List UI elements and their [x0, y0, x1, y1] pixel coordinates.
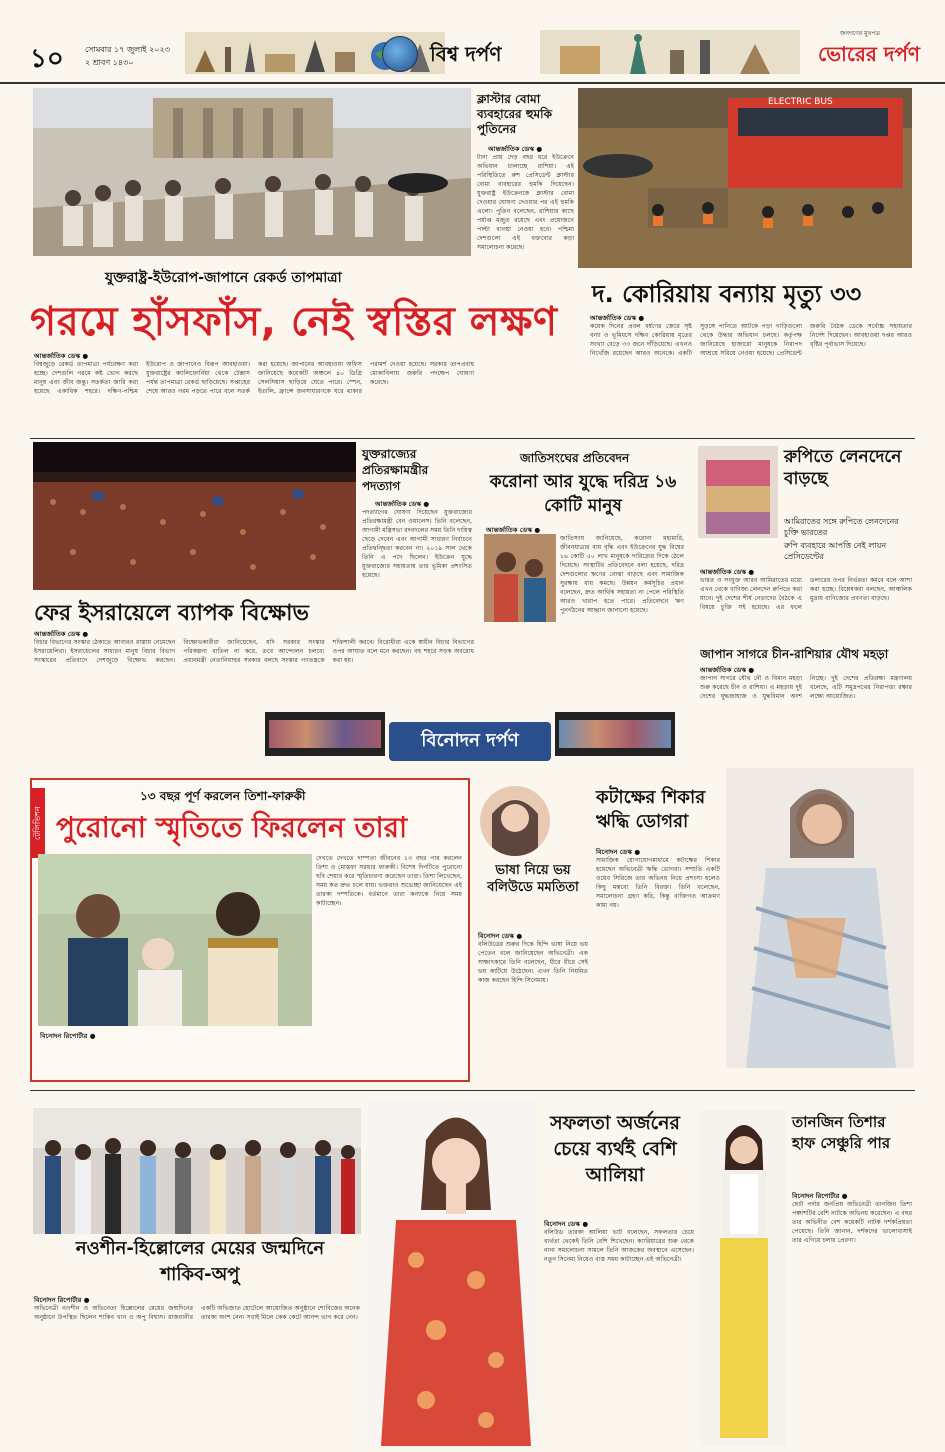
divider-1 [30, 438, 915, 439]
korea-byline: আন্তর্জাতিক ডেস্ক ● [590, 314, 645, 322]
cluster-byline: আন্তর্জাতিক ডেস্ক ● [488, 145, 543, 153]
poverty-kicker: জাতিসংঘের প্রতিবেদন [520, 451, 630, 465]
alia-photo [366, 1100, 536, 1446]
film-strip-right [555, 712, 675, 756]
globe-icon [382, 36, 418, 72]
page-number: ১০ [30, 44, 64, 74]
tisha-byline: বিনোদন রিপোর্টার ● [40, 1032, 96, 1040]
tagline: জনগণের মুখপত্র [840, 30, 880, 37]
shakib-group-photo [33, 1108, 361, 1234]
paper-name: ভোরের দর্পণ [818, 42, 920, 66]
israel-protest-photo [33, 442, 356, 590]
rupee-byline: আন্তর্জাতিক ডেস্ক ● [700, 568, 755, 576]
mamta-byline: বিনোদন ডেস্ক ● [478, 932, 523, 940]
israel-body: বিচার বিভাগের সংস্কার ঠেকাতে আবারও রাস্তায় নেমেছেন ইসরায়েলিরা। ইসরায়েলের সাধারণ মানুষ বিচার বিভাগ সংস্কারের প্রতিবাদে দেশজুড়ে বিক্ষোভ করছেন। বিক্ষোভকারীরা জানিয়েছেন, যদি সরকার সংস্কার পরিকল্পনা বাতিল না করে, তবে আন্দোলন চলবে। প্রধানমন্ত্রী নেতানিয়াহুর সরকার বলছে সংস্কার গণতন্ত্রকে শক্তিশালী করবে। বিরোধীরা একে স্বাধীন বিচার বিভাগের ওপর আঘাত বলে মনে করছেন। বহু শহরে সড়ক অবরোধ করা হয়। [34, 639, 474, 664]
tisha-family-photo [38, 854, 312, 1026]
poverty-byline: আন্তর্জাতিক ডেস্ক ● [486, 526, 541, 534]
japan-sea-byline: আন্তর্জাতিক ডেস্ক ● [700, 666, 755, 674]
rupee-sub-1: আমিরাতের সঙ্গে রুপিতে লেনদেনের চুক্তি ভারতের [784, 517, 899, 537]
heat-body: বিশ্বজুড়ে রেকর্ড তাপমাত্রা পর্যবেক্ষণ করা হচ্ছে। দেশগুলি গরমে কষ্ট ভোগ করছে মানুষ এবং জীব জন্তু। সতর্কতা জারি করা হয়েছে একাধিক শহরে। দক্ষিণ-পশ্চিম ইউরোপ ও জাপানেও বিরূপ আবহাওয়া। যুক্তরাষ্ট্রের ক্যালিফোর্নিয়া থেকে টেক্সাস পর্যন্ত তাপমাত্রা রেকর্ড ছাড়িয়েছে। সপ্তাহের শেষে আরও গরম পড়তে পারে বলে সতর্ক করা হয়েছে। জাপানের আবহাওয়া অফিস জানিয়েছে কয়েকটি অঞ্চলে ৪০ ডিগ্রি সেলসিয়াস ছাড়িয়ে যেতে পারে। স্পেন, ইতালি, ফ্রান্সে জনসাধারণকে ঘরে থাকার পরামর্শ দেওয়া হয়েছে। সরকার তাপপ্রবাহ মোকাবিলায় জরুরি পদক্ষেপ ঘোষণা করেছে। [34, 361, 474, 395]
cluster-body: টানা প্রায় দেড় বছর ধরে ইউক্রেনে অভিযান চালাচ্ছে রাশিয়া। এই পরিস্থিতিতে রুশ প্রেসিডেন্ট ক্লাস্টার বোমা ব্যবহারের হুমকি দিয়েছেন। যুক্তরাষ্ট্র ইউক্রেনকে ক্লাস্টার বোমা দেওয়ার ঘোষণা দেওয়ার পর এই হুমকি এলো। পুতিন বলেছেন, রাশিয়ার কাছে পর্যাপ্ত মজুত রয়েছে এবং প্রয়োজনে পাল্টা ব্যবস্থা নেওয়া হবে। পশ্চিমা দেশগুলো এই বক্তব্যের কড়া সমালোচনা করেছে। [477, 154, 574, 251]
tanjin-byline: বিনোদন রিপোর্টার ● [792, 1192, 848, 1200]
entertainment-banner [265, 704, 675, 764]
riddhi-headline: কটাক্ষের শিকার ঋদ্ধি ডোগরা [596, 787, 706, 832]
tisha-side-tag: টেলিভিশন [31, 788, 45, 858]
poverty-headline: করোনা আর যুদ্ধে দরিদ্র ১৬ কোটি মানুষ [489, 472, 677, 516]
riddhi-photo [726, 768, 914, 1068]
rupee-headline: রুপিতে লেনদেনে বাড়ছে [784, 447, 902, 489]
shakib-headline: নওশীন-হিল্লোলের মেয়ের জন্মদিনে শাকিব-অপু [75, 1238, 325, 1285]
heat-byline: আন্তর্জাতিক ডেস্ক ● [34, 352, 89, 360]
japan-sea-body: জাপান সাগরে যৌথ নৌ ও বিমান মহড়া শুরু করেছে চীন ও রাশিয়া। এ মহড়ায় দুই দেশের যুদ্ধজাহাজ ও যুদ্ধবিমান অংশ নিচ্ছে। দুই দেশের প্রতিরক্ষা মন্ত্রণালয় বলেছে, এটি সমুদ্রপথের নিরাপত্তা রক্ষার লক্ষ্যে আয়োজিত। [700, 675, 912, 700]
heat-kicker: যুক্তরাষ্ট্র-ইউরোপ-জাপানে রেকর্ড তাপমাত্রা [105, 270, 342, 286]
israel-byline: আন্তর্জাতিক ডেস্ক ● [34, 630, 89, 638]
rupee-sub-2: রুপি ব্যবহারে আপত্তি নেই লায়ন প্রেসিডেন্টের [784, 541, 887, 561]
alia-body: বলিউড তারকা আলিয়া ভাট বলেছেন, সফলতার চেয়ে ব্যর্থতা থেকেই তিনি বেশি শিখেছেন। ক্যারিয়ারের শুরু থেকে নানা সমালোচনা সামলে তিনি আজকের অবস্থানে এসেছেন। নতুন সিনেমা নিয়েও ব্যস্ত সময় কাটাচ্ছেন এই অভিনেত্রী। [544, 1229, 694, 1263]
rupee-body: ভারত ও সংযুক্ত আরব আমিরাতের মধ্যে এখন থেকে বাণিজ্য লেনদেন রুপিতে করা যাবে। দুই দেশের শীর্ষ নেতাদের বৈঠকে এ বিষয়ে চুক্তি সই হয়েছে। এর ফলে ডলারের ওপর নির্ভরতা কমবে বলে আশা করা হচ্ছে। বিশ্লেষকরা বলছেন, আঞ্চলিক মুদ্রায় বাণিজ্যের প্রবণতা বাড়ছে। [700, 577, 912, 611]
cluster-headline: ক্লাস্টার বোমা ব্যবহারের হুমকি পুতিনের [477, 92, 552, 136]
mamta-headline: ভাষা নিয়ে ভয় বলিউডে মমতিতা [487, 863, 579, 895]
riddhi-body: সামাজিক যোগাযোগমাধ্যমে কটাক্ষের শিকার হয়েছেন অভিনেত্রী ঋদ্ধি ডোগরা। সম্প্রতি একটি ওয়েব সিরিজে তার অভিনয় নিয়ে প্রশংসা হলেও কিছু মন্তব্যে তিনি বিরক্ত। তিনি বলেছেন, সমালোচনা গ্রহণ করি, কিন্তু ব্যক্তিগত আক্রমণ কাম্য নয়। [596, 857, 720, 909]
alia-headline: সফলতা অর্জনের চেয়ে ব্যর্থই বেশি আলিয়া [550, 1112, 680, 1186]
entertainment-title: বিনোদন দর্পণ [389, 722, 551, 761]
shakib-byline: বিনোদন রিপোর্টার ● [34, 1296, 90, 1304]
date-line-2: ২ শ্রাবণ ১৪৩০ [85, 58, 134, 67]
date-line-1: সোমবার ১৭ জুলাই ২০২৩ [85, 45, 170, 54]
poverty-photo [484, 534, 556, 622]
tanjin-headline: তানজিন তিশার হাফ সেঞ্চুরি পার [792, 1113, 891, 1152]
svg-text:ELECTRIC BUS: ELECTRIC BUS [768, 97, 833, 107]
heat-headline: গরমে হাঁসফাঁস, নেই স্বস্তির লক্ষণ [30, 299, 558, 345]
shakib-body: অভিনেত্রী নওশীন ও অভিনেতা হিল্লোলের মেয়ের জন্মদিনের অনুষ্ঠানে উপস্থিত ছিলেন শাকিব খান ও অপু বিশ্বাস। রাজধানীর একটি অভিজাত হোটেলে আয়োজিত অনুষ্ঠানে শোবিজের অনেক তারকা অংশ নেন। সবাই মিলে কেক কেটে আনন্দ ভাগ করে নেন। [34, 1305, 360, 1321]
israel-headline: ফের ইসরায়েলে ব্যাপক বিক্ষোভ [34, 601, 309, 626]
korea-headline: দ. কোরিয়ায় বন্যায় মৃত্যু ৩৩ [592, 280, 862, 308]
uk-headline: যুক্তরাজ্যের প্রতিরক্ষামন্ত্রীর পদত্যাগ [362, 447, 429, 493]
tanjin-photo [700, 1110, 786, 1446]
mamta-portrait [480, 786, 550, 856]
tisha-body: দেখতে দেখতে দাম্পত্য জীবনের ১৩ বছর পার করলেন তিশা ও মোস্তফা সরয়ার ফারুকী। বিশেষ দিনটিতে পুরোনো ছবি শেয়ার করে স্মৃতিচারণা করেছেন তারা। তিশা লিখেছেন, সময় কত দ্রুত চলে যায়। ভক্তরাও শুভেচ্ছা জানিয়েছেন এই তারকা দম্পতিকে। বর্তমানে তারা কন্যাকে নিয়ে সময় কাটাচ্ছেন। [316, 855, 462, 907]
japan-sea-headline: জাপান সাগরে চীন-রাশিয়ার যৌথ মহড়া [700, 647, 889, 661]
tisha-kicker: ১৩ বছর পূর্ণ করলেন তিশা-ফারুকী [140, 789, 306, 803]
film-strip-left [265, 712, 385, 756]
korea-body: কয়েক দিনের প্রবল বর্ষণের জেরে সৃষ্ট বন্যা ও ভূমিধসে দক্ষিণ কোরিয়ায় মৃতের সংখ্যা বেড়ে ৩৩ জনে দাঁড়িয়েছে। এখনও নিখোঁজ রয়েছেন আরও অনেকে। একটি সুড়ঙ্গে পানিতে আটকে পড়া গাড়িগুলো থেকে উদ্ধার অভিযান চলছে। কর্তৃপক্ষ জানিয়েছে হাজারো মানুষকে নিরাপদ আশ্রয়ে সরিয়ে নেওয়া হয়েছে। প্রেসিডেন্ট জরুরি বৈঠক ডেকে সর্বোচ্চ সহায়তার নির্দেশ দিয়েছেন। আবহাওয়া দপ্তর আরও বৃষ্টির পূর্বাভাস দিয়েছে। [590, 323, 912, 357]
rupee-photo [698, 446, 778, 538]
mamta-body: বলিউডের শুরুর দিকে হিন্দি ভাষা নিয়ে ভয় পেতেন বলে জানিয়েছেন অভিনেত্রী। এক সাক্ষাৎকারে তিনি বলেছেন, ধীরে ধীরে সেই ভয় কাটিয়ে উঠেছেন। এখন তিনি নিয়মিত কাজ করছেন হিন্দি সিনেমায়। [478, 941, 588, 984]
heat-photo [33, 88, 471, 256]
alia-byline: বিনোদন ডেস্ক ● [544, 1220, 589, 1228]
uk-body: পদত্যাগের ঘোষণা দিয়েছেন যুক্তরাজ্যের প্রতিরক্ষামন্ত্রী বেন ওয়ালেস। তিনি বলেছেন, আগামী মন্ত্রিসভা রদবদলের সময় তিনি দায়িত্ব ছেড়ে দেবেন এবং আগামী সাধারণ নির্বাচনে প্রতিদ্বন্দ্বিতা করবেন না। ২০১৯ সাল থেকে তিনি এ পদে ছিলেন। ইউক্রেন যুদ্ধে যুক্তরাজ্যের সহায়তায় তার ভূমিকা প্রশংসিত হয়েছে। [362, 509, 472, 579]
masthead [0, 0, 945, 84]
korea-flood-photo [578, 88, 912, 268]
divider-2 [30, 1090, 915, 1091]
statue-strip [540, 30, 800, 74]
tanjin-body: ছোট পর্দার জনপ্রিয় অভিনেত্রী তানজিন তিশা পঞ্চাশটির বেশি নাটকে অভিনয় করেছেন। এ বছর তার অভিনীত বেশ কয়েকটি নাটক দর্শকপ্রিয়তা পেয়েছে। তিনি জানান, দর্শকদের ভালোবাসাই তার এগিয়ে চলার প্রেরণা। [792, 1201, 912, 1244]
section-title: বিশ্ব দর্পণ [430, 42, 502, 66]
poverty-body: জাতিসংঘ জানিয়েছে, করোনা মহামারি, জীবনযাত্রার ব্যয় বৃদ্ধি এবং ইউক্রেনের যুদ্ধ বিশ্বের ১৬ কোটি ৫০ লাখ মানুষকে দারিদ্র্যের দিকে ঠেলে দিয়েছে। সংস্থাটির প্রতিবেদনে বলা হয়েছে, দরিদ্র দেশগুলোর ঋণের বোঝা বাড়ছে এবং সামাজিক সুরক্ষায় ব্যয় কমছে। উন্নয়ন কর্মসূচির প্রধান বলেছেন, দ্রুত আর্থিক সহায়তা না পেলে পরিস্থিতি আরও খারাপ হতে পারে। প্রতিবেদনে ঋণ পুনর্গঠনের আহ্বান জানানো হয়েছে। [560, 535, 684, 614]
uk-byline: আন্তর্জাতিক ডেস্ক ● [375, 500, 430, 508]
riddhi-byline: বিনোদন ডেস্ক ● [596, 848, 641, 856]
tisha-headline: পুরোনো স্মৃতিতে ফিরলেন তারা [56, 811, 408, 844]
